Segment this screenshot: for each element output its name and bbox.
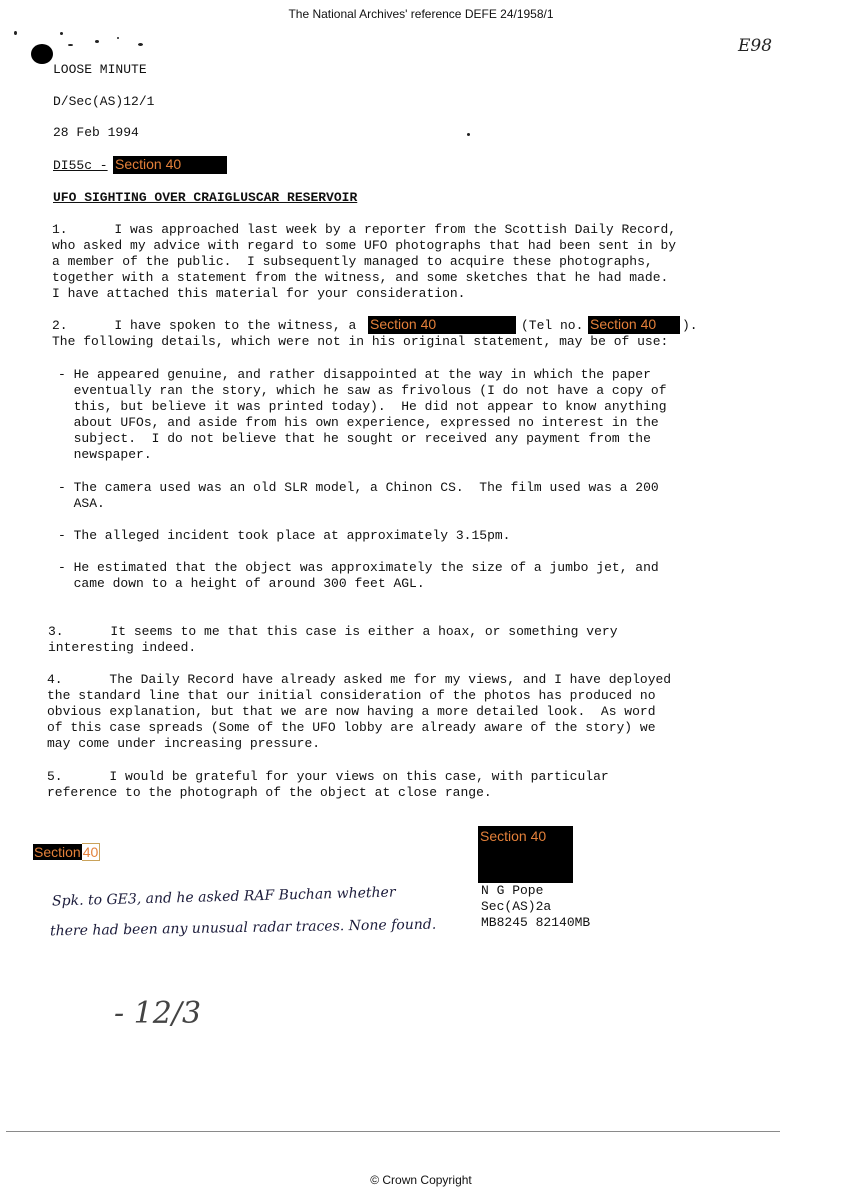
bullet-line: this, but believe it was printed today). He did not appear to know anything: [58, 399, 667, 414]
signatory-branch: Sec(AS)2a: [481, 899, 552, 914]
addressee: DI55c -: [53, 158, 108, 173]
bullet-line: - He estimated that the object was approximately the size of a jumbo jet, and: [58, 560, 659, 575]
archive-reference-header: The National Archives' reference DEFE 24/1958/1: [288, 7, 554, 21]
scan-speck: [467, 133, 470, 136]
bullet-line: - The alleged incident took place at approximately 3.15pm.: [58, 528, 511, 543]
scan-speck: [117, 37, 119, 39]
paragraph-line: 5. I would be grateful for your views on this case, with particular: [47, 769, 609, 784]
redaction-addressee: Section 40: [113, 156, 227, 174]
scan-speck: [95, 40, 99, 43]
paragraph-line: who asked my advice with regard to some UFO photographs that had been sent in by: [52, 238, 677, 253]
paragraph-line: of this case spreads (Some of the UFO lobby are already aware of the story) we: [47, 720, 656, 735]
redaction-visible-part: 40: [82, 844, 99, 860]
margin-reference-mark: E98: [738, 36, 773, 56]
bullet-line: ASA.: [58, 496, 105, 511]
paragraph-line: interesting indeed.: [48, 640, 197, 655]
bullet-line: - The camera used was an old SLR model, a Chinon CS. The film used was a 200: [58, 480, 659, 495]
redaction-annotation-author: [33, 844, 100, 861]
paragraph-line: 3. It seems to me that this case is either a hoax, or something very: [48, 624, 618, 639]
paragraph-line: the standard line that our initial consideration of the photos has produced no: [47, 688, 656, 703]
footer-divider: [6, 1131, 780, 1132]
ink-blot: [31, 44, 53, 64]
paragraph-line: a member of the public. I subsequently managed to acquire these photographs,: [52, 254, 653, 269]
redaction-witness-phone: Section 40: [588, 316, 680, 334]
paragraph-line: may come under increasing pressure.: [47, 736, 321, 751]
paragraph-line: 1. I was approached last week by a reporter from the Scottish Daily Record,: [52, 222, 677, 237]
file-reference: D/Sec(AS)12/1: [53, 94, 155, 109]
scan-speck: [60, 32, 63, 35]
handwritten-date: - 12/3: [114, 996, 202, 1031]
paragraph-line: reference to the photograph of the object at close range.: [47, 785, 492, 800]
telephone-label: (Tel no.: [521, 318, 584, 333]
memo-subject: UFO SIGHTING OVER CRAIGLUSCAR RESERVOIR: [53, 190, 358, 205]
memo-date: 28 Feb 1994: [53, 125, 139, 140]
signatory-phone: MB8245 82140MB: [481, 915, 591, 930]
paragraph-line: I have attached this material for your consideration.: [52, 286, 466, 301]
paragraph-2-intro: 2. I have spoken to the witness, a: [52, 318, 357, 333]
paragraph-line: together with a statement from the witness, and some sketches that he had made.: [52, 270, 669, 285]
paragraph-2-close: ).: [682, 318, 698, 333]
redaction-black-part: Section: [34, 844, 81, 860]
redaction-witness-name: Section 40: [368, 316, 516, 334]
bullet-line: - He appeared genuine, and rather disappointed at the way in which the paper: [58, 367, 651, 382]
bullet-line: came down to a height of around 300 feet AGL.: [58, 576, 425, 591]
scan-speck: [138, 43, 143, 46]
bullet-line: newspaper.: [58, 447, 152, 462]
scan-speck: [68, 44, 73, 46]
bullet-line: subject. I do not believe that he sought or received any payment from the: [58, 431, 651, 446]
signatory-name: N G Pope: [481, 883, 544, 898]
handwritten-note-line-2: there had been any unusual radar traces. None found.: [49, 916, 437, 940]
copyright-footer: © Crown Copyright: [370, 1173, 472, 1187]
bullet-line: eventually ran the story, which he saw as frivolous (I do not have a copy of: [58, 383, 667, 398]
paragraph-line: 4. The Daily Record have already asked me for my views, and I have deployed: [47, 672, 672, 687]
scan-speck: [14, 31, 17, 35]
memo-type: LOOSE MINUTE: [53, 62, 147, 77]
paragraph-line: obvious explanation, but that we are now having a more detailed look. As word: [47, 704, 656, 719]
handwritten-note-line-1: Spk. to GE3, and he asked RAF Buchan whether: [51, 884, 396, 910]
redaction-signature: Section 40: [478, 826, 573, 883]
bullet-line: about UFOs, and aside from his own experience, expressed no interest in the: [58, 415, 659, 430]
paragraph-2-line: The following details, which were not in his original statement, may be of use:: [52, 334, 669, 349]
